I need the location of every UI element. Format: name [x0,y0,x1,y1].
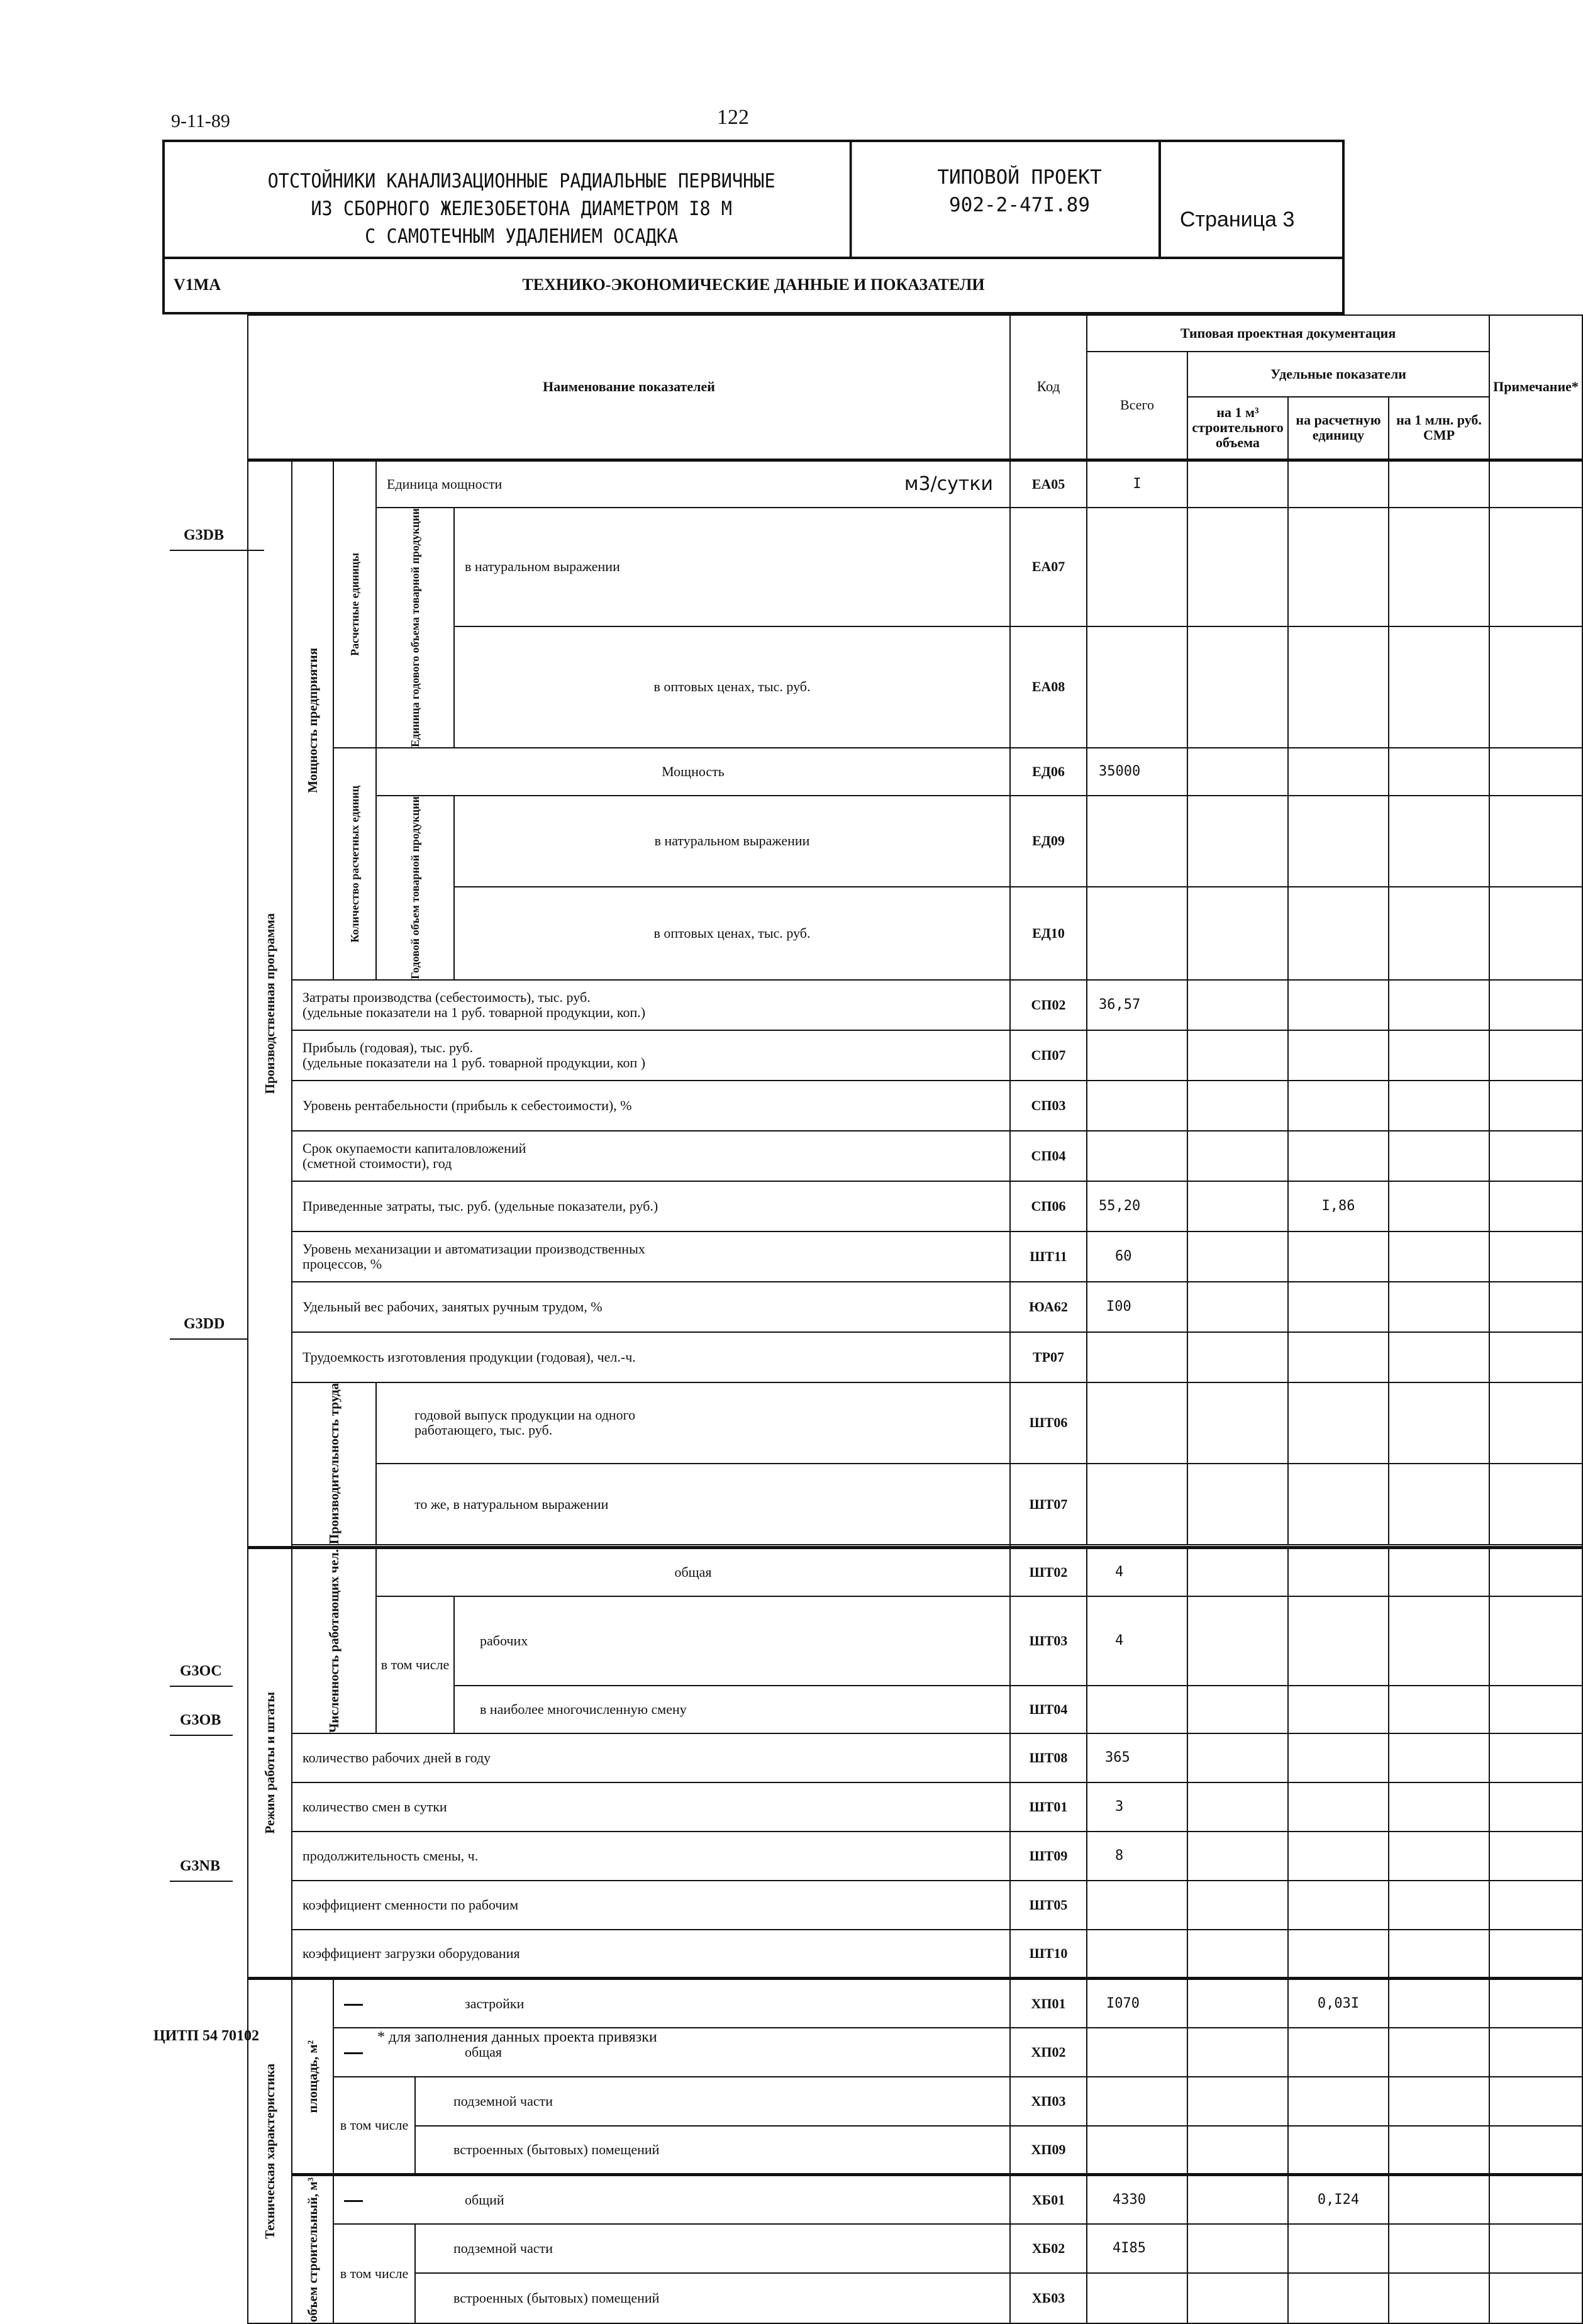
table-row: продолжительность смены, ч. ШТ09 8 [248,1832,1582,1881]
group-workers-count: Численность работающих чел. [292,1547,376,1733]
group-productivity: Производительность труда [292,1382,376,1545]
footer-note: * для заполнения данных проекта привязки [377,2029,657,2045]
side-line [170,1686,233,1687]
table-row: в оптовых ценах, тыс. руб. ЕА08 [248,626,1582,748]
date-stamp: 9-11-89 [171,111,230,131]
col-per-m3-header: на 1 м³ строительного объема [1187,397,1288,460]
col-per-unit-header: на расчетную единицу [1288,397,1389,460]
section-title: ТЕХНИКО-ЭКОНОМИЧЕСКИЕ ДАННЫЕ И ПОКАЗАТЕЛИ [522,275,985,294]
table-row: в том числе рабочих ШТ03 4 [248,1596,1582,1686]
table-row: Прибыль (годовая), тыс. руб. (удельные показатели на 1 руб. товарной продукции, коп ) СП07 [248,1030,1582,1081]
table-row: встроенных (бытовых) помещений ХБ03 [248,2273,1582,2323]
group-calc-units: Расчетные единицы [333,460,376,748]
table-row: Единица годового объема товарной продукции в натуральном выражении ЕА07 [248,508,1582,626]
table-row: в наиболее многочисленную смену ШТ04 [248,1686,1582,1733]
table-row: количество рабочих дней в году ШТ08 365 [248,1733,1582,1782]
table-row: коэффициент загрузки оборудования ШТ10 [248,1930,1582,1979]
col-code-header: Код [1010,315,1087,460]
including-label: в том числе [376,1596,454,1733]
title-block [162,140,1345,259]
side-code-g3ob: G3OB [180,1712,221,1728]
page-number: 122 [717,106,749,129]
group-volume: объем строительный, м³ [292,2175,333,2323]
side-code-g3dd: G3DD [184,1316,225,1332]
table-row: Срок окупаемости капиталовложений (сметной стоимости), год СП04 [248,1131,1582,1181]
side-line [170,1338,248,1340]
table-row: количество смен в сутки ШТ01 3 [248,1782,1582,1832]
col-specific-header: Удельные показатели [1187,352,1489,397]
table-row: то же, в натуральном выражении ШТ07 [248,1464,1582,1545]
table-row: Производительность труда годовой выпуск продукции на одного работающего, тыс. руб. ШТ06 [248,1382,1582,1464]
page-label: Страница 3 [1180,208,1295,231]
table-row: Количество расчетных единиц Мощность ЕД06 35000 [248,748,1582,796]
table-row: Удельный вес рабочих, занятых ручным трудом, % ЮА62 I00 [248,1282,1582,1332]
group-production-program: Производственная программа [248,460,292,1547]
table-row: общая ХП02 [248,2028,1582,2077]
table-row: Затраты производства (себестоимость), тыс. руб. (удельные показатели на 1 руб. товарной продукции, коп.) СП02 36,57 [248,980,1582,1030]
table-row: Трудоемкость изготовления продукции (годовая), чел.-ч. ТР07 [248,1332,1582,1382]
table-row: встроенных (бытовых) помещений ХП09 [248,2126,1582,2175]
table-row: коэффициент сменности по рабочим ШТ05 [248,1881,1582,1930]
project-id: ТИПОВОЙ ПРОЕКТ 902-2-47I.89 [880,142,1161,257]
group-work-mode: Режим работы и штаты [248,1547,292,1979]
side-code-g3db: G3DB [184,527,225,543]
table-row: Уровень механизации и автоматизации производственных процессов, % ШТ11 60 [248,1231,1582,1282]
col-name-header: Наименование показателей [248,315,1010,460]
table-row: Производственная программа Мощность предприятия Расчетные единицы Единица мощности м3/сутки ЕА05 I [248,460,1582,508]
group-area: площадь, м² [292,1979,333,2175]
group-annual-volume: Годовой объем товарной продукции [376,796,454,980]
table-row: Приведенные затраты, тыс. руб. (удельные показатели, руб.) СП06 55,20 I,86 [248,1181,1582,1231]
col-total-header: Всего [1087,352,1187,460]
indicators-table [247,314,1583,2324]
side-line [170,1735,233,1736]
table-row: Техническая характеристика площадь, м² застройки ХП01 I070 0,03I [248,1979,1582,2028]
table-row: в оптовых ценах, тыс. руб. ЕД10 [248,887,1582,980]
document-title: ОТСТОЙНИКИ КАНАЛИЗАЦИОННЫЕ РАДИАЛЬНЫЕ ПЕРВИЧНЫЕ ИЗ СБОРНОГО ЖЕЛЕЗОБЕТОНА ДИАМЕТРОМ I8 М С САМОТЕЧНЫМ УДАЛЕНИЕМ ОСАДКА [194,142,852,257]
table-row: в том числе подземной части ХП03 [248,2077,1582,2126]
group-tech-char: Техническая характеристика [248,1979,292,2323]
header-row [248,315,1582,352]
table-row: объем строительный, м³ общий ХБ01 4330 0,I24 [248,2175,1582,2224]
col-per-mln-header: на 1 млн. руб. СМР [1389,397,1489,460]
table-row: Уровень рентабельности (прибыль к себестоимости), % СП03 [248,1081,1582,1131]
dash-icon [344,2200,363,2202]
group-capacity: Мощность предприятия [292,460,333,980]
side-code-g3nb: G3NB [180,1858,221,1874]
col-note-header: Примечание* [1489,315,1582,460]
group-calc-units-qty: Количество расчетных единиц [333,748,376,980]
row-label: Единица мощности м3/сутки [376,460,1010,508]
dash-icon [344,2004,363,2006]
side-line [170,1881,233,1882]
table-row: Режим работы и штаты Численность работающих чел. общая ШТ02 4 [248,1547,1582,1596]
side-code-g3oc: G3OC [180,1663,222,1679]
group-annual-volume-unit: Единица годового объема товарной продукции [376,508,454,748]
table-row: в том числе подземной части ХБ02 4I85 [248,2224,1582,2273]
section-header [162,259,1345,314]
col-typical-header: Типовая проектная документация [1087,315,1489,352]
footer-code: ЦИТП 54 70102 [153,2028,260,2044]
dash-icon [344,2052,363,2054]
section-code: V1MA [174,275,221,294]
table-row: Годовой объем товарной продукции в натуральном выражении ЕД09 [248,796,1582,887]
